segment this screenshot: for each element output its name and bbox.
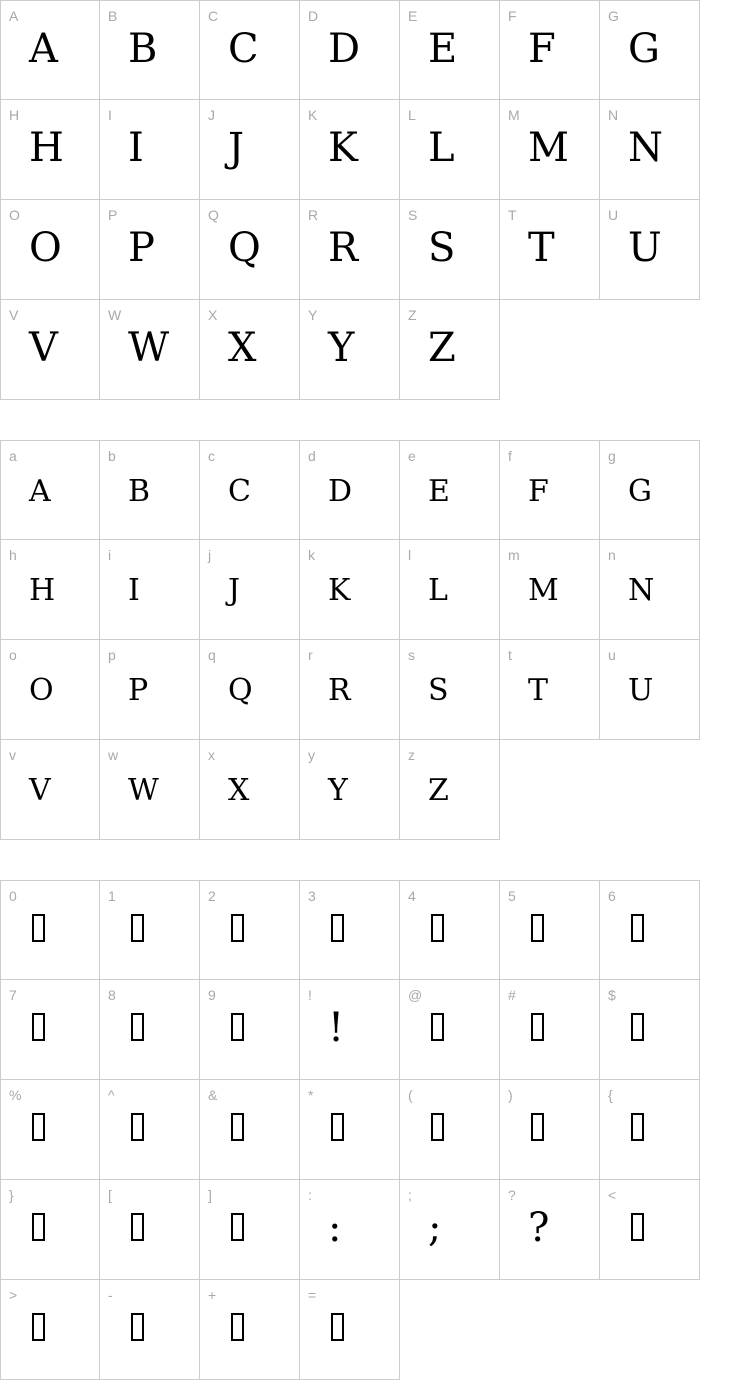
- rendered-glyph: T: [528, 673, 549, 708]
- missing-glyph-box: [331, 914, 344, 942]
- glyph-row: [0, 440, 700, 540]
- cell-character-label: A: [9, 8, 19, 24]
- missing-glyph-box: [231, 1213, 244, 1241]
- glyph-cell: [100, 980, 200, 1080]
- rendered-glyph: H: [29, 125, 64, 171]
- rendered-glyph: W: [128, 325, 170, 371]
- rendered-glyph: K: [328, 573, 351, 608]
- cell-character-label: *: [308, 1087, 314, 1103]
- cell-character-label: c: [208, 448, 215, 464]
- cell-character-label: b: [108, 448, 116, 464]
- glyph-cell: [100, 300, 200, 400]
- rendered-glyph: H: [29, 573, 56, 608]
- glyph-cell: [600, 1180, 700, 1280]
- rendered-glyph: P: [128, 673, 149, 708]
- cell-character-label: 9: [208, 987, 216, 1003]
- cell-character-label: Z: [408, 307, 417, 323]
- glyph-cell: [600, 100, 700, 200]
- glyph-cell: [200, 540, 300, 640]
- glyph-cell: [0, 540, 100, 640]
- glyph-cell: [400, 640, 500, 740]
- cell-character-label: R: [308, 207, 319, 223]
- glyph-cell: [200, 1280, 300, 1380]
- glyph-cell: [300, 1180, 400, 1280]
- rendered-glyph: C: [228, 26, 259, 72]
- glyph-cell: [200, 880, 300, 980]
- glyph-cell: [100, 1080, 200, 1180]
- rendered-glyph: :: [328, 1205, 342, 1251]
- glyph-row: [0, 980, 700, 1080]
- cell-character-label: P: [108, 207, 118, 223]
- glyph-cell: [0, 440, 100, 540]
- rendered-glyph: U: [628, 225, 662, 271]
- cell-character-label: v: [9, 747, 16, 763]
- glyph-cell: [200, 0, 300, 100]
- cell-character-label: ?: [508, 1187, 516, 1203]
- cell-character-label: C: [208, 8, 219, 24]
- cell-character-label: a: [9, 448, 17, 464]
- glyph-cell: [0, 100, 100, 200]
- cell-character-label: Q: [208, 207, 219, 223]
- cell-character-label: @: [408, 987, 423, 1003]
- glyph-row: [0, 1280, 700, 1380]
- cell-character-label: p: [108, 647, 116, 663]
- cell-character-label: 3: [308, 888, 316, 904]
- rendered-glyph: N: [628, 125, 663, 171]
- glyph-cell: [400, 740, 500, 840]
- rendered-glyph: O: [29, 225, 62, 271]
- glyph-cell: [500, 100, 600, 200]
- cell-character-label: X: [208, 307, 218, 323]
- cell-character-label: :: [308, 1187, 312, 1203]
- cell-character-label: {: [608, 1087, 613, 1103]
- glyph-row: [0, 100, 700, 200]
- cell-character-label: ^: [108, 1087, 115, 1103]
- cell-character-label: ): [508, 1087, 513, 1103]
- glyph-cell: [300, 100, 400, 200]
- glyph-row: [0, 540, 700, 640]
- glyph-cell: [100, 0, 200, 100]
- missing-glyph-box: [131, 914, 144, 942]
- rendered-glyph: I: [128, 125, 144, 171]
- cell-character-label: u: [608, 647, 616, 663]
- cell-character-label: y: [308, 747, 315, 763]
- glyph-cell: [0, 300, 100, 400]
- glyph-cell: [400, 1080, 500, 1180]
- glyph-cell: [600, 200, 700, 300]
- glyph-cell: [0, 740, 100, 840]
- glyph-cell: [0, 1180, 100, 1280]
- rendered-glyph: O: [29, 673, 54, 708]
- glyph-cell: [400, 100, 500, 200]
- glyph-cell: [300, 300, 400, 400]
- glyph-row: [0, 1180, 700, 1280]
- glyph-cell: [200, 100, 300, 200]
- rendered-glyph: V: [29, 325, 58, 371]
- glyph-cell: [200, 640, 300, 740]
- cell-character-label: x: [208, 747, 215, 763]
- glyph-cell: [300, 1080, 400, 1180]
- cell-character-label: [: [108, 1187, 112, 1203]
- missing-glyph-box: [32, 1113, 45, 1141]
- cell-character-label: r: [308, 647, 313, 663]
- cell-character-label: o: [9, 647, 17, 663]
- missing-glyph-box: [131, 1113, 144, 1141]
- glyph-cell: [400, 880, 500, 980]
- lowercase-letters-table: [0, 440, 700, 840]
- rendered-glyph: B: [128, 26, 158, 72]
- cell-character-label: ]: [208, 1187, 212, 1203]
- cell-character-label: T: [508, 207, 517, 223]
- cell-character-label: 4: [408, 888, 416, 904]
- rendered-glyph: !: [328, 1005, 345, 1051]
- missing-glyph-box: [431, 914, 444, 942]
- cell-character-label: =: [308, 1287, 317, 1303]
- missing-glyph-box: [631, 1013, 644, 1041]
- glyph-cell: [500, 540, 600, 640]
- missing-glyph-box: [32, 1213, 45, 1241]
- glyph-cell: [0, 640, 100, 740]
- cell-character-label: G: [608, 8, 619, 24]
- glyph-cell: [0, 200, 100, 300]
- glyph-cell: [0, 1080, 100, 1180]
- cell-character-label: E: [408, 8, 418, 24]
- cell-character-label: L: [408, 107, 416, 123]
- rendered-glyph: F: [528, 26, 556, 72]
- cell-character-label: e: [408, 448, 416, 464]
- glyph-cell: [100, 740, 200, 840]
- cell-character-label: 5: [508, 888, 516, 904]
- glyph-cell: [0, 1280, 100, 1380]
- rendered-glyph: Y: [328, 773, 348, 808]
- cell-character-label: d: [308, 448, 316, 464]
- cell-character-label: I: [108, 107, 112, 123]
- missing-glyph-box: [431, 1013, 444, 1041]
- cell-character-label: W: [108, 307, 122, 323]
- glyph-row: [0, 880, 700, 980]
- rendered-glyph: V: [29, 773, 51, 808]
- missing-glyph-box: [431, 1113, 444, 1141]
- rendered-glyph: P: [128, 225, 155, 271]
- rendered-glyph: N: [628, 573, 655, 608]
- rendered-glyph: W: [128, 773, 159, 808]
- glyph-cell: [100, 880, 200, 980]
- glyph-cell: [600, 440, 700, 540]
- cell-character-label: 1: [108, 888, 116, 904]
- glyph-cell: [500, 200, 600, 300]
- glyph-cell: [600, 880, 700, 980]
- cell-character-label: $: [608, 987, 616, 1003]
- cell-character-label: k: [308, 547, 315, 563]
- missing-glyph-box: [32, 1313, 45, 1341]
- rendered-glyph: X: [228, 325, 257, 371]
- glyph-row: [0, 740, 700, 840]
- cell-character-label: z: [408, 747, 415, 763]
- rendered-glyph: G: [628, 26, 660, 72]
- glyph-cell: [200, 980, 300, 1080]
- cell-character-label: Y: [308, 307, 318, 323]
- glyph-cell: [400, 440, 500, 540]
- cell-character-label: B: [108, 8, 118, 24]
- cell-character-label: j: [208, 547, 212, 563]
- glyph-cell: [400, 1180, 500, 1280]
- rendered-glyph: Z: [428, 325, 456, 371]
- glyph-cell: [600, 540, 700, 640]
- missing-glyph-box: [32, 1013, 45, 1041]
- glyph-cell: [600, 0, 700, 100]
- glyph-cell: [500, 1080, 600, 1180]
- glyph-cell: [300, 1280, 400, 1380]
- missing-glyph-box: [631, 1113, 644, 1141]
- missing-glyph-box: [531, 914, 544, 942]
- rendered-glyph: Q: [228, 673, 253, 708]
- rendered-glyph: I: [128, 573, 140, 608]
- cell-character-label: s: [408, 647, 415, 663]
- missing-glyph-box: [32, 914, 45, 942]
- cell-character-label: 7: [9, 987, 17, 1003]
- rendered-glyph: Y: [328, 325, 355, 371]
- missing-glyph-box: [231, 1313, 244, 1341]
- cell-character-label: h: [9, 547, 17, 563]
- missing-glyph-box: [231, 914, 244, 942]
- cell-character-label: J: [208, 107, 215, 123]
- glyph-cell: [400, 300, 500, 400]
- cell-character-label: -: [108, 1287, 113, 1303]
- glyph-cell: [300, 740, 400, 840]
- glyph-cell: [300, 540, 400, 640]
- rendered-glyph: T: [528, 225, 555, 271]
- rendered-glyph: A: [29, 474, 51, 509]
- cell-character-label: l: [408, 547, 412, 563]
- cell-character-label: g: [608, 448, 616, 464]
- rendered-glyph: J: [228, 573, 241, 608]
- glyph-cell: [400, 0, 500, 100]
- cell-character-label: F: [508, 8, 517, 24]
- glyph-cell: [300, 0, 400, 100]
- glyph-cell: [100, 200, 200, 300]
- missing-glyph-box: [231, 1013, 244, 1041]
- glyph-cell: [600, 640, 700, 740]
- rendered-glyph: K: [328, 125, 358, 171]
- cell-character-label: #: [508, 987, 516, 1003]
- glyph-cell: [0, 980, 100, 1080]
- glyph-cell: [300, 640, 400, 740]
- missing-glyph-box: [131, 1213, 144, 1241]
- rendered-glyph: B: [128, 474, 151, 509]
- rendered-glyph: M: [528, 125, 569, 171]
- rendered-glyph: L: [428, 573, 448, 608]
- rendered-glyph: M: [528, 573, 559, 608]
- glyph-cell: [500, 0, 600, 100]
- glyph-cell: [200, 1180, 300, 1280]
- rendered-glyph: Q: [228, 225, 261, 271]
- missing-glyph-box: [631, 1213, 644, 1241]
- glyph-cell: [200, 200, 300, 300]
- rendered-glyph: S: [428, 225, 456, 271]
- glyph-cell: [600, 980, 700, 1080]
- glyph-cell: [0, 0, 100, 100]
- cell-character-label: w: [108, 747, 119, 763]
- glyph-row: [0, 640, 700, 740]
- cell-character-label: N: [608, 107, 619, 123]
- glyph-cell: [200, 1080, 300, 1180]
- rendered-glyph: F: [528, 474, 549, 509]
- cell-character-label: O: [9, 207, 20, 223]
- rendered-glyph: R: [328, 225, 359, 271]
- glyph-cell: [300, 980, 400, 1080]
- glyph-cell: [300, 880, 400, 980]
- cell-character-label: V: [9, 307, 19, 323]
- rendered-glyph: X: [228, 773, 250, 808]
- cell-character-label: q: [208, 647, 216, 663]
- cell-character-label: ;: [408, 1187, 412, 1203]
- rendered-glyph: R: [328, 673, 351, 708]
- rendered-glyph: Z: [428, 773, 449, 808]
- missing-glyph-box: [231, 1113, 244, 1141]
- cell-character-label: %: [9, 1087, 22, 1103]
- cell-character-label: t: [508, 647, 512, 663]
- cell-character-label: 8: [108, 987, 116, 1003]
- cell-character-label: }: [9, 1187, 14, 1203]
- glyph-cell: [300, 440, 400, 540]
- missing-glyph-box: [331, 1113, 344, 1141]
- cell-character-label: (: [408, 1087, 413, 1103]
- cell-character-label: +: [208, 1287, 217, 1303]
- cell-character-label: >: [9, 1287, 18, 1303]
- glyph-cell: [400, 540, 500, 640]
- rendered-glyph: E: [428, 26, 458, 72]
- cell-character-label: H: [9, 107, 20, 123]
- cell-character-label: n: [608, 547, 616, 563]
- cell-character-label: S: [408, 207, 418, 223]
- rendered-glyph: G: [628, 474, 652, 509]
- glyph-cell: [100, 440, 200, 540]
- glyph-cell: [200, 440, 300, 540]
- cell-character-label: 0: [9, 888, 17, 904]
- glyph-cell: [500, 980, 600, 1080]
- cell-character-label: m: [508, 547, 520, 563]
- rendered-glyph: C: [228, 474, 251, 509]
- cell-character-label: f: [508, 448, 512, 464]
- cell-character-label: D: [308, 8, 319, 24]
- glyph-cell: [100, 100, 200, 200]
- missing-glyph-box: [631, 914, 644, 942]
- cell-character-label: !: [308, 987, 312, 1003]
- rendered-glyph: U: [628, 673, 654, 708]
- glyph-cell: [200, 740, 300, 840]
- glyph-cell: [500, 640, 600, 740]
- glyph-row: [0, 200, 700, 300]
- missing-glyph-box: [131, 1013, 144, 1041]
- rendered-glyph: L: [428, 125, 455, 171]
- cell-character-label: K: [308, 107, 318, 123]
- rendered-glyph: ?: [528, 1205, 550, 1251]
- glyph-cell: [600, 1080, 700, 1180]
- glyph-cell: [0, 880, 100, 980]
- missing-glyph-box: [131, 1313, 144, 1341]
- glyph-cell: [300, 200, 400, 300]
- cell-character-label: i: [108, 547, 112, 563]
- rendered-glyph: A: [29, 26, 58, 72]
- missing-glyph-box: [331, 1313, 344, 1341]
- rendered-glyph: D: [328, 474, 353, 509]
- glyph-row: [0, 300, 700, 400]
- digits-symbols-table: [0, 880, 700, 1380]
- glyph-cell: [100, 540, 200, 640]
- missing-glyph-box: [531, 1013, 544, 1041]
- cell-character-label: 2: [208, 888, 216, 904]
- glyph-row: [0, 0, 700, 100]
- glyph-cell: [100, 640, 200, 740]
- rendered-glyph: ;: [428, 1205, 442, 1251]
- cell-character-label: <: [608, 1187, 617, 1203]
- glyph-cell: [100, 1280, 200, 1380]
- glyph-cell: [500, 880, 600, 980]
- rendered-glyph: E: [428, 474, 450, 509]
- missing-glyph-box: [531, 1113, 544, 1141]
- rendered-glyph: D: [328, 26, 361, 72]
- glyph-cell: [100, 1180, 200, 1280]
- rendered-glyph: S: [428, 673, 449, 708]
- glyph-cell: [200, 300, 300, 400]
- rendered-glyph: J: [228, 125, 245, 171]
- cell-character-label: U: [608, 207, 619, 223]
- cell-character-label: M: [508, 107, 520, 123]
- cell-character-label: 6: [608, 888, 616, 904]
- glyph-cell: [500, 440, 600, 540]
- glyph-row: [0, 1080, 700, 1180]
- uppercase-letters-table: [0, 0, 700, 400]
- glyph-cell: [500, 1180, 600, 1280]
- glyph-cell: [400, 200, 500, 300]
- cell-character-label: &: [208, 1087, 218, 1103]
- glyph-cell: [400, 980, 500, 1080]
